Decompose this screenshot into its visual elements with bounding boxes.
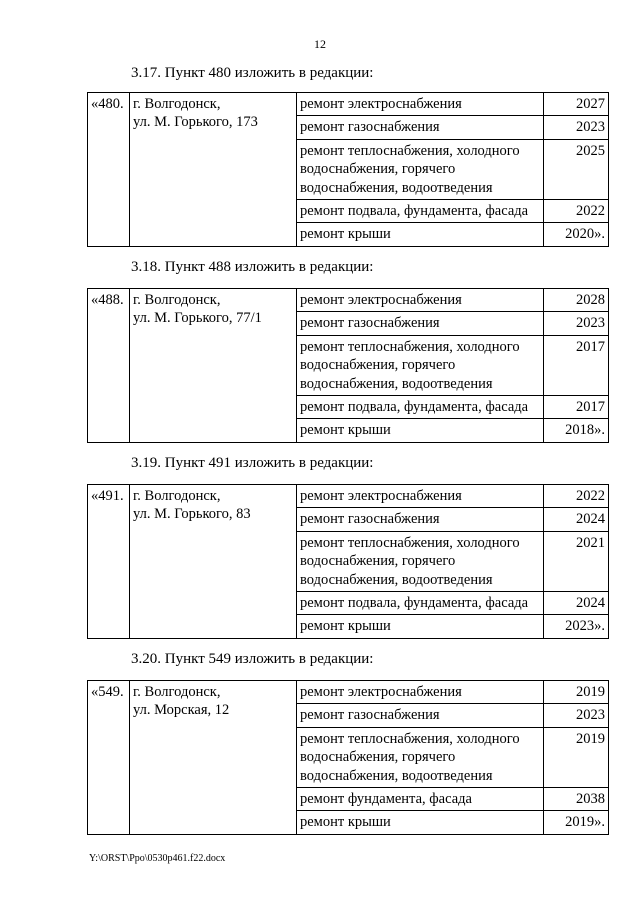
address-cell — [130, 93, 297, 247]
year-cell: 2023 — [544, 312, 609, 335]
section-heading: 3.19. Пункт 491 изложить в редакции: — [131, 455, 374, 471]
address-text: г. Волгодонск, ул. М. Горького, 83 — [133, 488, 251, 523]
item-number: «480. — [88, 93, 130, 247]
page-number: 12 — [314, 37, 326, 51]
year-cell: 2027 — [544, 93, 609, 116]
year-cell: 2017 — [544, 396, 609, 419]
section-heading: 3.20. Пункт 549 изложить в редакции: — [131, 651, 374, 667]
item-number: «491. — [88, 485, 130, 639]
work-cell: ремонт газоснабжения — [297, 312, 544, 335]
year-cell: 2022 — [544, 485, 609, 508]
year-cell: 2025 — [544, 139, 609, 199]
work-cell: ремонт теплоснабжения, холодного водоснабжения, горячего водоснабжения, водоотведения — [297, 727, 544, 787]
year-cell: 2020». — [544, 223, 609, 246]
work-cell: ремонт электроснабжения — [297, 289, 544, 312]
work-cell: ремонт подвала, фундамента, фасада — [297, 200, 544, 223]
section-table — [87, 288, 609, 443]
year-cell: 2024 — [544, 592, 609, 615]
work-cell: ремонт крыши — [297, 811, 544, 834]
year-cell: 2019». — [544, 811, 609, 834]
work-cell: ремонт теплоснабжения, холодного водоснабжения, горячего водоснабжения, водоотведения — [297, 139, 544, 199]
table-row — [88, 681, 609, 704]
year-cell: 2017 — [544, 335, 609, 395]
work-cell: ремонт крыши — [297, 419, 544, 442]
year-cell: 2023 — [544, 704, 609, 727]
work-cell: ремонт газоснабжения — [297, 508, 544, 531]
item-number: «488. — [88, 289, 130, 443]
table-row — [88, 93, 609, 116]
year-cell: 2023». — [544, 615, 609, 638]
work-cell: ремонт электроснабжения — [297, 681, 544, 704]
section-heading: 3.18. Пункт 488 изложить в редакции: — [131, 259, 374, 275]
address-text: г. Волгодонск, ул. М. Горького, 173 — [133, 96, 258, 131]
year-cell: 2021 — [544, 531, 609, 591]
year-cell: 2024 — [544, 508, 609, 531]
work-cell: ремонт подвала, фундамента, фасада — [297, 396, 544, 419]
item-number: «549. — [88, 681, 130, 835]
work-cell: ремонт электроснабжения — [297, 485, 544, 508]
work-cell: ремонт теплоснабжения, холодного водоснабжения, горячего водоснабжения, водоотведения — [297, 531, 544, 591]
address-cell — [130, 485, 297, 639]
year-cell: 2022 — [544, 200, 609, 223]
address-text: г. Волгодонск, ул. Морская, 12 — [133, 684, 230, 719]
work-cell: ремонт теплоснабжения, холодного водоснабжения, горячего водоснабжения, водоотведения — [297, 335, 544, 395]
year-cell: 2023 — [544, 116, 609, 139]
year-cell: 2028 — [544, 289, 609, 312]
section-heading: 3.17. Пункт 480 изложить в редакции: — [131, 65, 374, 81]
file-path-footer: Y:\ORST\Ppo\0530p461.f22.docx — [89, 853, 226, 864]
year-cell: 2018». — [544, 419, 609, 442]
work-cell: ремонт электроснабжения — [297, 93, 544, 116]
address-text: г. Волгодонск, ул. М. Горького, 77/1 — [133, 292, 262, 327]
section-table — [87, 680, 609, 835]
year-cell: 2019 — [544, 727, 609, 787]
year-cell: 2019 — [544, 681, 609, 704]
address-cell — [130, 289, 297, 443]
table-row — [88, 485, 609, 508]
section-table — [87, 484, 609, 639]
work-cell: ремонт газоснабжения — [297, 116, 544, 139]
year-cell: 2038 — [544, 788, 609, 811]
work-cell: ремонт крыши — [297, 223, 544, 246]
work-cell: ремонт газоснабжения — [297, 704, 544, 727]
table-row — [88, 289, 609, 312]
section-table — [87, 92, 609, 247]
work-cell: ремонт крыши — [297, 615, 544, 638]
address-cell — [130, 681, 297, 835]
work-cell: ремонт подвала, фундамента, фасада — [297, 592, 544, 615]
work-cell: ремонт фундамента, фасада — [297, 788, 544, 811]
